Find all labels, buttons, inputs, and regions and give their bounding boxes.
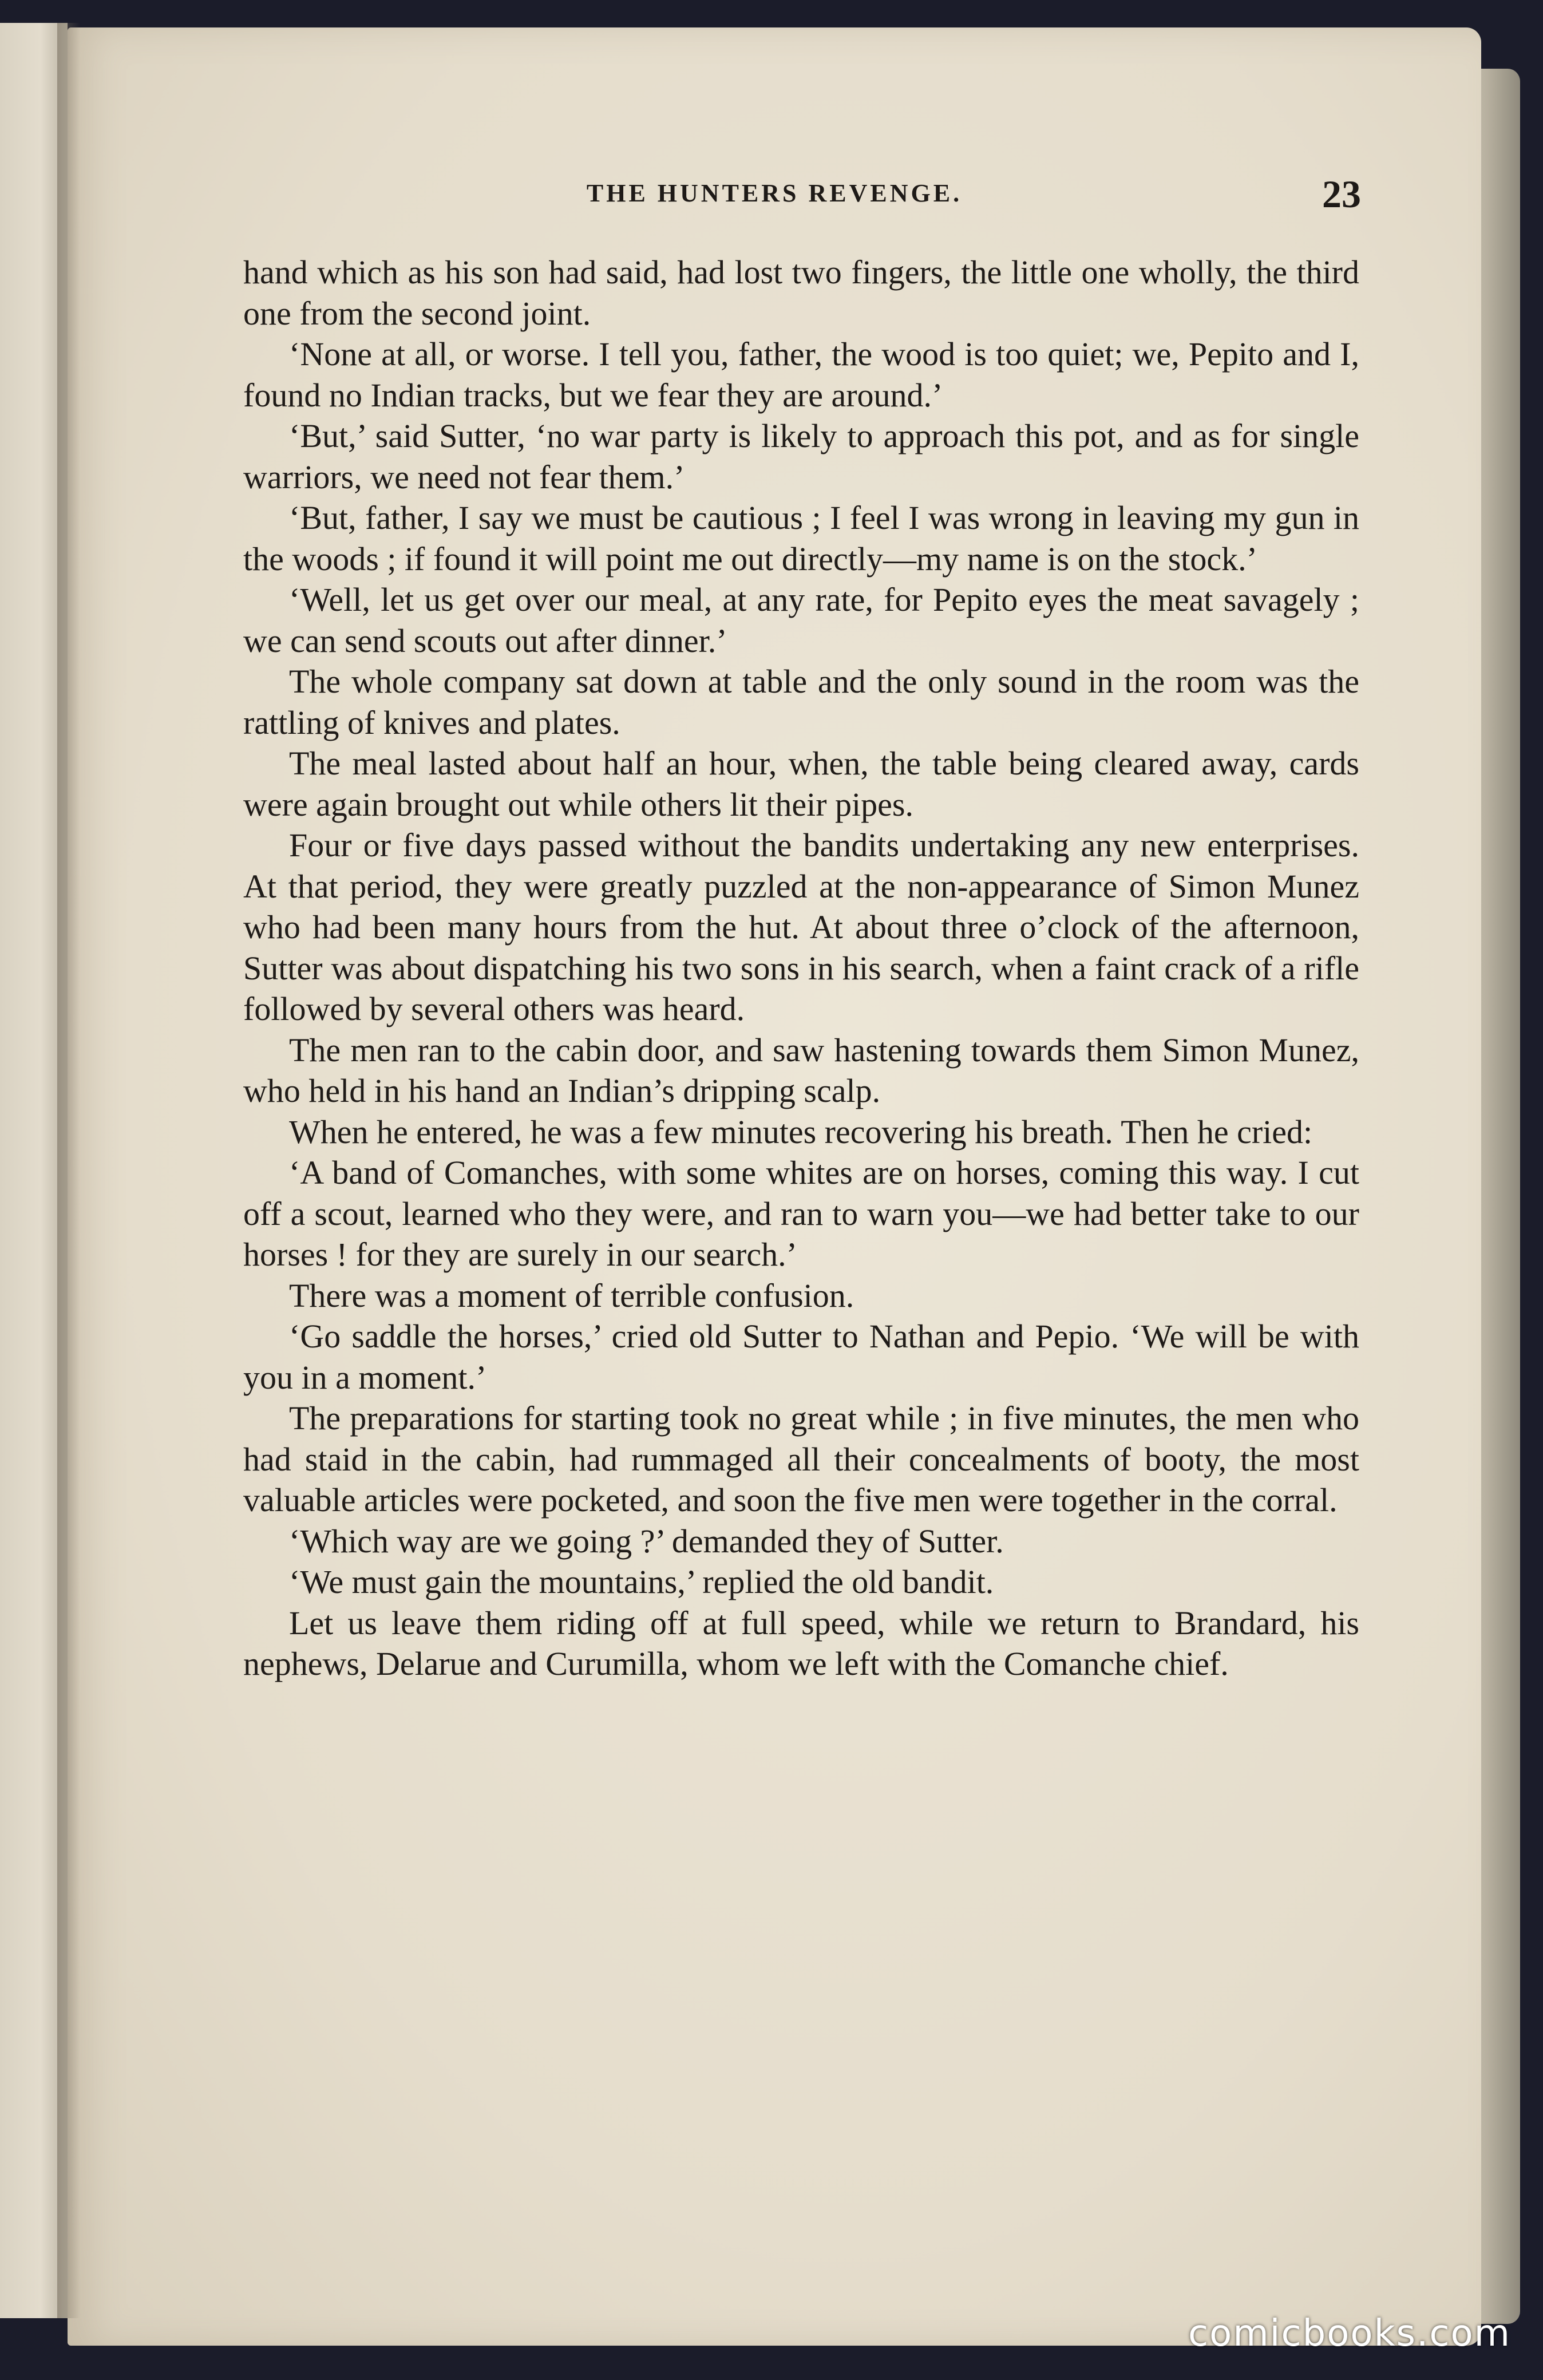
paragraph-4: ‘But, father, I say we must be cautious ; I feel I was wrong in leaving my gun in the woods ; if found it will point me out directly—my name is on the stock.’ <box>243 499 1359 578</box>
paragraph-11: ‘A band of Comanches, with some whites are on horses, coming this way. I cut off a scout, learned who they were, and ran to warn you—we had better take to our horses ! for they are surely in our search.’ <box>243 1154 1359 1273</box>
paragraph-8: Four or five days passed without the bandits undertaking any new enterprises. At that period, they were greatly puzzled at the non-appearance of Simon Munez who had been many hours from the hut. At about three o’clock of the afternoon, Sutter was about dispatching his two sons in his search, when a faint crack of a rifle followed by several others was heard. <box>243 827 1359 1027</box>
paragraph-13: ‘Go saddle the horses,’ cried old Sutter to Nathan and Pepio. ‘We will be with you in a moment.’ <box>243 1318 1359 1396</box>
paragraph-14: The preparations for starting took no great while ; in five minutes, the men who had staid in the cabin, had rummaged all their concealments of booty, the most valuable articles were pocketed, and soon the five men were together in the corral. <box>243 1399 1359 1519</box>
paragraph-5: ‘Well, let us get over our meal, at any rate, for Pepito eyes the meat savagely ; we can send scouts out after dinner.’ <box>243 581 1359 659</box>
paragraph-3: ‘But,’ said Sutter, ‘no war party is likely to approach this pot, and as for single warriors, we need not fear them.’ <box>243 417 1359 496</box>
paragraph-17: Let us leave them riding off at full speed, while we return to Brandard, his nephews, Delarue and Curumilla, whom we left with the Comanche chief. <box>243 1604 1359 1682</box>
paragraph-10: When he entered, he was a few minutes recovering his breath. Then he cried: <box>289 1113 1313 1151</box>
paragraph-6: The whole company sat down at table and the only sound in the room was the rattling of knives and plates. <box>243 663 1359 741</box>
paragraph-2: ‘None at all, or worse. I tell you, father, the wood is too quiet; we, Pepito and I, found no Indian tracks, but we fear they are around.’ <box>243 335 1359 414</box>
paragraph-12: There was a moment of terrible confusion. <box>289 1276 854 1314</box>
paragraph-1: hand which as his son had said, had lost two fingers, the little one wholly, the third one from the second joint. <box>243 254 1359 332</box>
running-head-title: THE HUNTERS REVENGE. <box>586 179 963 207</box>
paragraph-7: The meal lasted about half an hour, when, the table being cleared away, cards were again brought out while others lit their pipes. <box>243 745 1359 823</box>
running-head <box>68 172 1481 223</box>
spine-shadow <box>57 23 80 2318</box>
paragraph-16: ‘We must gain the mountains,’ replied the old bandit. <box>289 1563 994 1600</box>
body-text <box>243 252 1359 1685</box>
page-number: 23 <box>1322 172 1361 216</box>
paragraph-9: The men ran to the cabin door, and saw hastening towards them Simon Munez, who held in his hand an Indian’s dripping scalp. <box>243 1031 1359 1109</box>
paragraph-15: ‘Which way are we going ?’ demanded they of Sutter. <box>289 1522 1004 1560</box>
source-watermark: comicbooks.com <box>1188 2312 1511 2355</box>
